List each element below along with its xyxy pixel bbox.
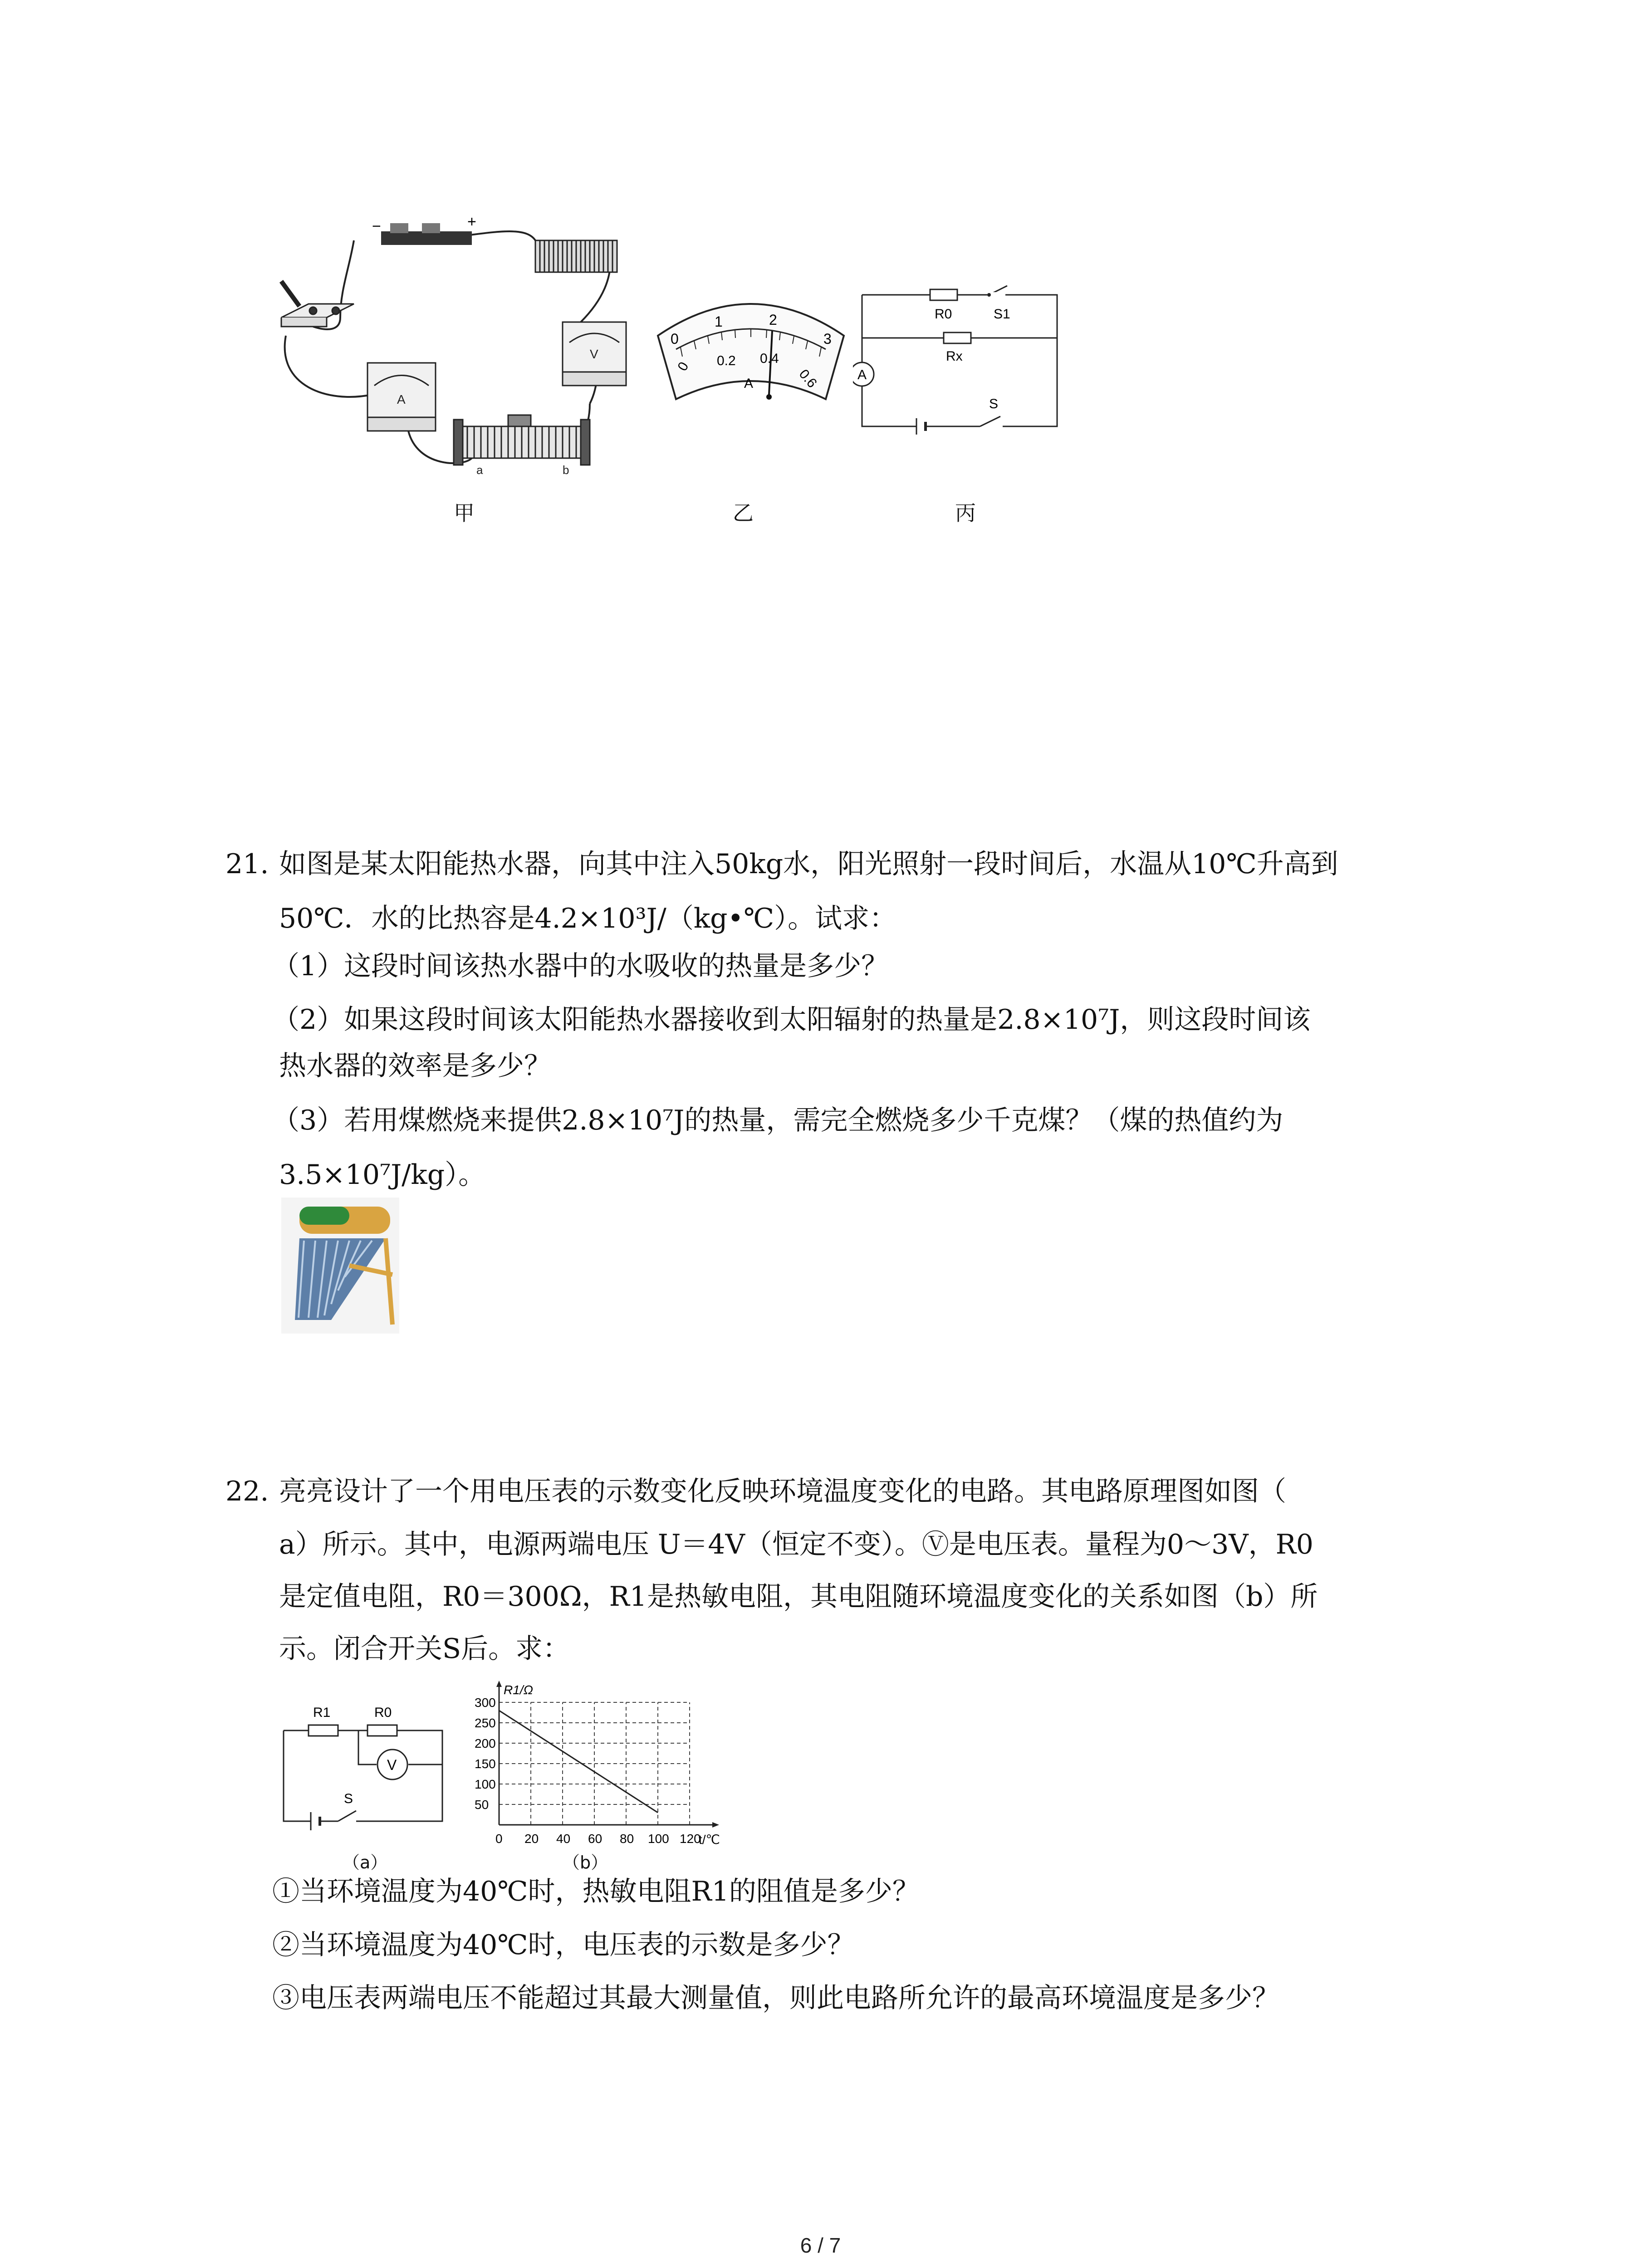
q22-item2: ②当环境温度为40℃时，电压表的示数是多少？ (272, 1929, 855, 1961)
meter-top-1: 1 (715, 313, 723, 330)
circuit-c-rx-label: Rx (946, 349, 963, 364)
caption-yi: 乙 (733, 501, 754, 525)
page-number: 6 / 7 (800, 2234, 841, 2257)
circuit-a-voltmeter-label: V (387, 1757, 397, 1773)
svg-text:b: b (563, 463, 569, 477)
q22-line1: 亮亮设计了一个用电压表的示数变化反映环境温度变化的电路。其电路原理图如图（ (279, 1476, 1286, 1507)
q22-circuit-a (277, 1692, 449, 1842)
chart-y-tick-label: 150 (475, 1757, 496, 1771)
meter-bottom-2: 0.4 (760, 351, 779, 366)
chart-x-tick-label: 60 (588, 1832, 603, 1846)
svg-text:+: + (467, 213, 476, 230)
chart-y-tick-label: 200 (475, 1736, 496, 1750)
chart-ylabel: R1/Ω (504, 1683, 533, 1697)
chart-x-tick-label: 80 (620, 1832, 634, 1846)
circuit-a-switch-label: S (344, 1791, 353, 1806)
circuit-c-r0-label: R0 (935, 307, 952, 322)
chart-x-tick-label: 120 (680, 1832, 701, 1846)
chart-y-tick-label: 250 (475, 1716, 496, 1730)
q21-line2: 50℃．水的比热容是4.2×10³J/（kg•℃）。试求： (279, 903, 897, 934)
q21-sub3-line2: 3.5×10⁷J/kg）。 (279, 1159, 486, 1191)
coil-component (535, 240, 617, 272)
circuit-c-switch-label: S (989, 396, 999, 411)
svg-text:A: A (397, 392, 406, 406)
meter-bottom-1: 0.2 (717, 353, 736, 368)
meter-bottom-3: 0.6 (796, 367, 820, 391)
figure-bing-circuit (853, 277, 1066, 440)
svg-text:V: V (590, 347, 598, 361)
ammeter-device (367, 363, 436, 431)
chart-x-tick-label: 20 (524, 1832, 539, 1846)
circuit-a-r1-label: R1 (313, 1705, 331, 1720)
circuit-c-s1-label: S1 (994, 307, 1010, 322)
meter-bottom-0: 0 (675, 359, 692, 374)
meter-unit: A (744, 376, 754, 391)
meter-top-0: 0 (671, 331, 679, 347)
meter-top-2: 2 (769, 312, 777, 328)
chart-xlabel: t/℃ (699, 1833, 720, 1847)
circuit-a-r0-label: R0 (374, 1705, 392, 1720)
q21-sub3-line1: （3）若用煤燃烧来提供2.8×10⁷J的热量，需完全燃烧多少千克煤？（煤的热值约为 (272, 1105, 1283, 1136)
circuit-c-ammeter-label: A (857, 367, 867, 382)
q22-chart-b (472, 1681, 726, 1857)
q21-sub1: （1）这段时间该热水器中的水吸收的热量是多少？ (272, 950, 889, 982)
solar-water-heater-image (281, 1198, 399, 1334)
svg-text:−: − (372, 218, 381, 235)
q22-item3: ③电压表两端电压不能超过其最大测量值，则此电路所允许的最高环境温度是多少？ (272, 1982, 1279, 2014)
q22-item1: ①当环境温度为40℃时，热敏电阻R1的阻值是多少？ (272, 1876, 920, 1907)
meter-top-3: 3 (823, 331, 832, 347)
q22-number: 22. (225, 1476, 269, 1507)
caption-jia: 甲 (454, 501, 475, 525)
chart-grid (499, 1702, 690, 1825)
q22-caption-b: （b） (563, 1853, 608, 1872)
q22-line3: 是定值电阻，R0＝300Ω，R1是热敏电阻，其电阻随环境温度变化的关系如图（b）所 (279, 1581, 1318, 1613)
chart-x-tick-label: 40 (556, 1832, 571, 1846)
figure-jia-apparatus (272, 213, 662, 490)
q21-number: 21. (225, 848, 269, 880)
q21-sub2-line1: （2）如果这段时间该太阳能热水器接收到太阳辐射的热量是2.8×10⁷J，则这段时间该 (272, 1004, 1311, 1036)
chart-x-tick-label: 100 (648, 1832, 669, 1846)
chart-y-tick-label: 100 (475, 1777, 496, 1791)
chart-y-tick-label: 300 (475, 1696, 496, 1710)
chart-y-tick-label: 50 (475, 1798, 489, 1812)
q21-line1: 如图是某太阳能热水器，向其中注入50kg水，阳光照射一段时间后，水温从10℃升高到 (279, 848, 1338, 880)
svg-text:a: a (476, 463, 483, 477)
battery-holder (372, 213, 476, 245)
q22-line4: 示。闭合开关S后。求： (279, 1633, 570, 1665)
voltmeter-device (563, 322, 626, 386)
q22-line2: a）所示。其中，电源两端电压 U＝4V（恒定不变）。Ⓥ是电压表。量程为0～3V，R0 (279, 1529, 1313, 1560)
rheostat-device (454, 415, 590, 477)
chart-x-tick-label: 0 (495, 1832, 503, 1846)
caption-bing: 丙 (955, 501, 976, 525)
figure-yi-meter-dial (653, 290, 848, 408)
chart-ticks (475, 1696, 701, 1846)
q22-caption-a: （a） (343, 1853, 388, 1872)
chart-series-line (499, 1711, 658, 1813)
q21-sub2-line2: 热水器的效率是多少？ (279, 1050, 551, 1082)
